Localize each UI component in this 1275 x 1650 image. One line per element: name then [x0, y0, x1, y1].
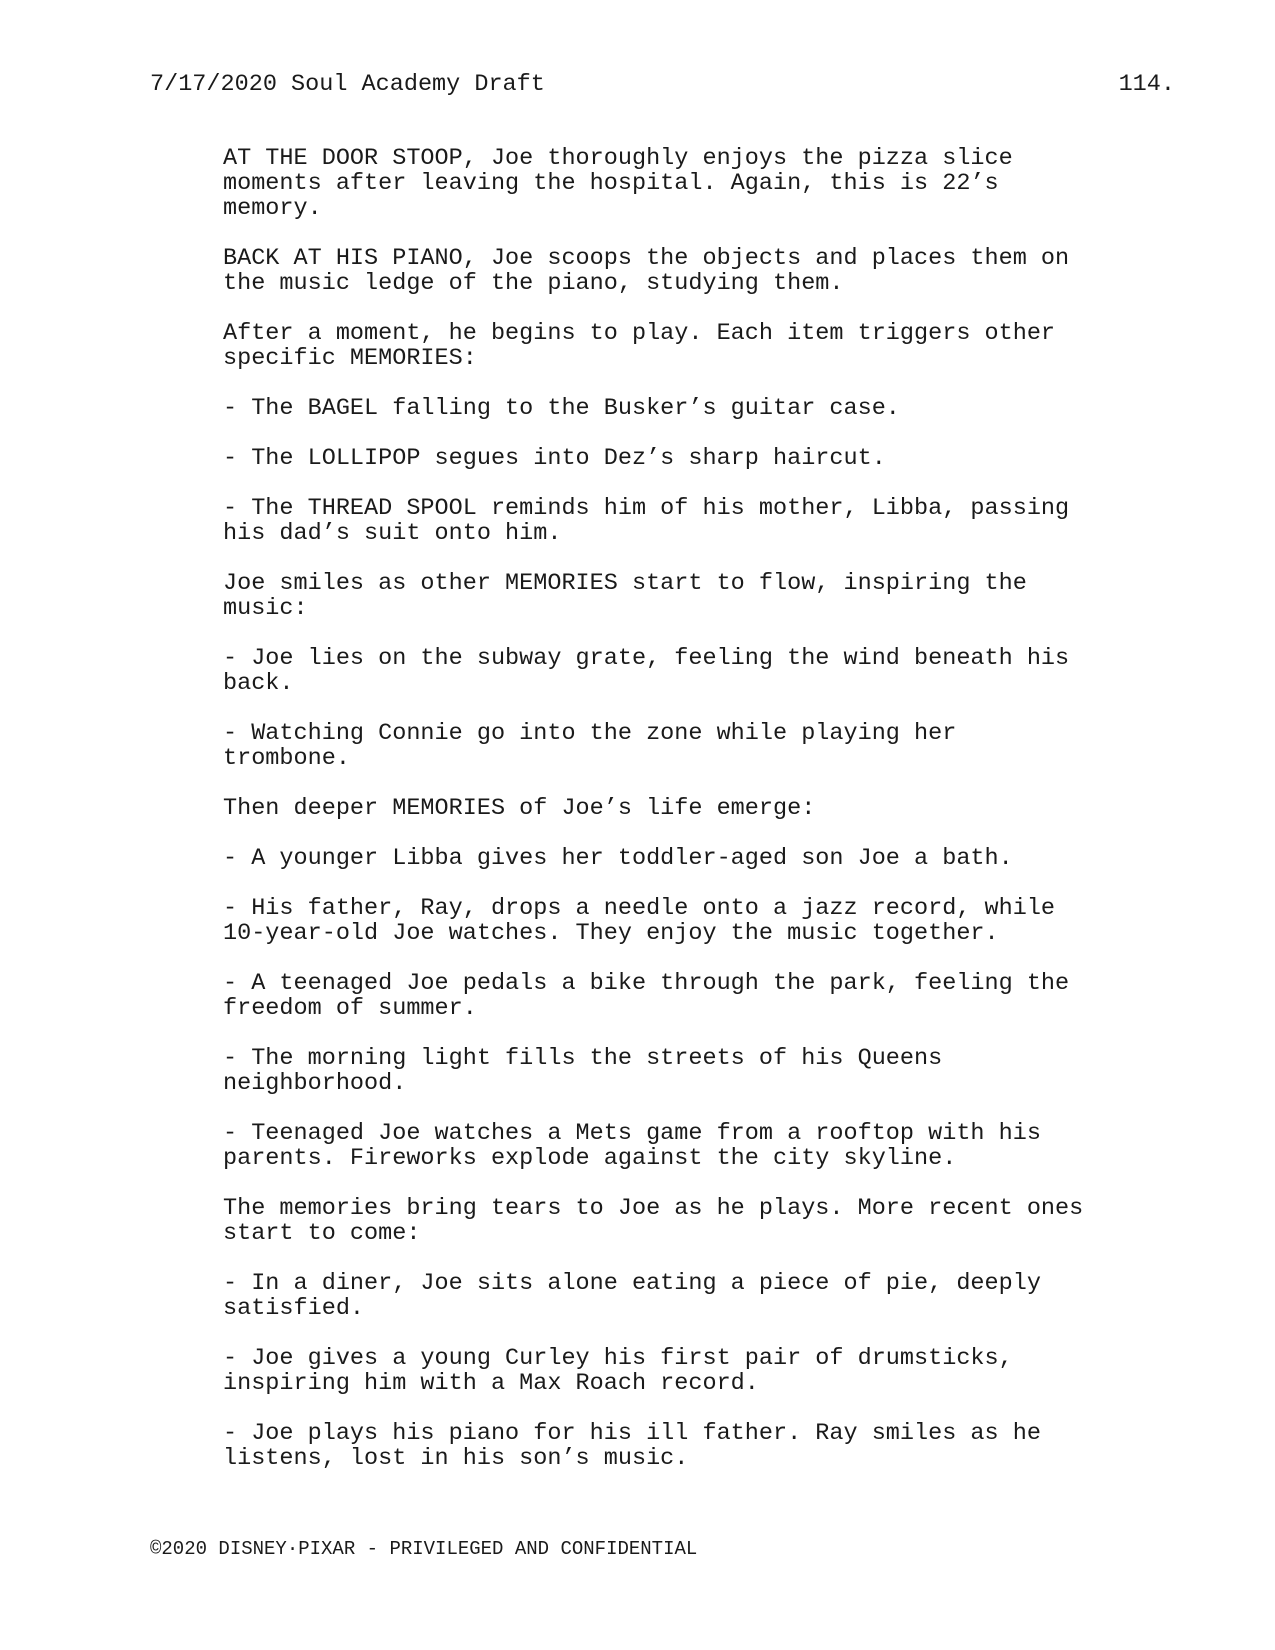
page-header [150, 70, 1175, 100]
confidential-footer: ©2020 DISNEY·PIXAR - PRIVILEGED AND CONFIDENTIAL [150, 1538, 698, 1560]
draft-label: 7/17/2020 Soul Academy Draft [150, 71, 545, 98]
action-paragraph: Joe smiles as other MEMORIES start to flow, inspiring the music: [223, 570, 1027, 622]
action-paragraph: After a moment, he begins to play. Each item triggers other specific MEMORIES: [223, 320, 1056, 372]
action-paragraph: BACK AT HIS PIANO, Joe scoops the objects and places them on the music ledge of the piano, studying them. [223, 245, 1070, 297]
memory-item: - A teenaged Joe pedals a bike through the park, feeling the freedom of summer. [223, 970, 1070, 1022]
memory-item: - A younger Libba gives her toddler-aged son Joe a bath. [223, 845, 1013, 872]
memory-item: - The morning light fills the streets of his Queens neighborhood. [223, 1045, 943, 1097]
action-paragraph: Then deeper MEMORIES of Joe’s life emerge: [223, 795, 816, 822]
page-number: 114. [1118, 71, 1175, 98]
action-paragraph: AT THE DOOR STOOP, Joe thoroughly enjoys the pizza slice moments after leaving the hospital. Again, this is 22’s memory. [223, 145, 1013, 222]
memory-item: - The BAGEL falling to the Busker’s guitar case. [223, 395, 900, 422]
memory-item: - The THREAD SPOOL reminds him of his mother, Libba, passing his dad’s suit onto him. [223, 495, 1070, 547]
memory-item: - Joe lies on the subway grate, feeling the wind beneath his back. [223, 645, 1070, 697]
memory-item: - Teenaged Joe watches a Mets game from a rooftop with his parents. Fireworks explode against the city skyline. [223, 1120, 1041, 1172]
memory-item: - In a diner, Joe sits alone eating a piece of pie, deeply satisfied. [223, 1270, 1041, 1322]
memory-item: - Joe plays his piano for his ill father. Ray smiles as he listens, lost in his son’s music. [223, 1420, 1041, 1472]
action-paragraph: The memories bring tears to Joe as he plays. More recent ones start to come: [223, 1195, 1084, 1247]
memory-item: - The LOLLIPOP segues into Dez’s sharp haircut. [223, 445, 886, 472]
script-body [223, 146, 1123, 1496]
memory-item: - Joe gives a young Curley his first pair of drumsticks, inspiring him with a Max Roach record. [223, 1345, 1013, 1397]
memory-item: - His father, Ray, drops a needle onto a jazz record, while 10-year-old Joe watches. They enjoy the music together. [223, 895, 1056, 947]
memory-item: - Watching Connie go into the zone while playing her trombone. [223, 720, 957, 772]
